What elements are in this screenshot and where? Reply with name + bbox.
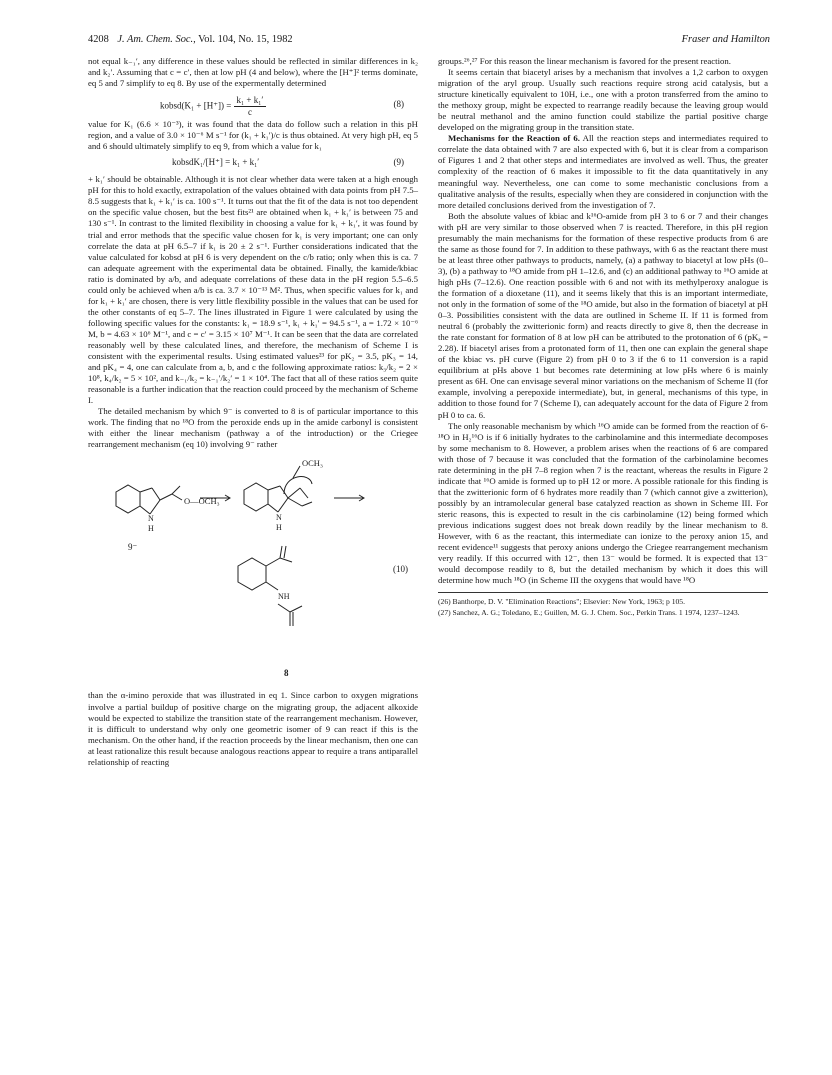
paragraph: groups.²⁶,²⁷ For this reason the linear mechanism is favored for the present reaction. — [438, 56, 731, 66]
benzene-ring-left — [116, 485, 140, 513]
paragraph: It seems certain that biacetyl arises by a mechanism that involves a 1,2 carbon to oxygen migration of the aryl group. Usually such reactions require strong acid catalysis, but a structure kinetically equivalent to 10H, i.e., one with a proton transferred from the amino to the methoxy group, might be expected to rearrange readily because the leaving group would be neutral methanol and the amino function could stabilize the partial positive charge developed on the migrating group in the transition state. — [438, 67, 768, 133]
equation-number: (10) — [393, 564, 408, 575]
journal-volume: Vol. 104, No. 15, 1982 — [198, 34, 293, 45]
compound-label-8: 8 — [284, 668, 289, 679]
equation-body — [160, 95, 266, 118]
scheme-text-n2: N — [276, 513, 282, 523]
equation-fraction — [234, 95, 267, 118]
section-heading: Mechanisms for the Reaction of 6. — [448, 133, 580, 144]
benzene-ring-product — [238, 558, 266, 590]
fraction-numerator: k₁ + k₁′ — [234, 95, 267, 107]
scheme-text-h1: H — [148, 524, 154, 534]
right-column — [438, 56, 768, 618]
equation-lhs: kobsd(K₁ + [H⁺]) = — [160, 100, 232, 111]
paragraph: Both the absolute values of kbiac and k¹⁶O-amide from pH 3 to 6 or 7 and their changes with pH are very similar to those observed when 7 is reacted. Therefore, in this pH region presumably the main mechanisms for the formation of these respective products from 6 are the same as those found for 7. In addition to these pathways, with 6 as the reactant there must be at least three other pathways to products, namely, (a) a pathway to biacetyl at low pHs (0–3), (b) a pathway to ¹⁸O amide from pH 1–12.6, and (c) an additional pathway to ¹⁶O amide at high pHs (7–12.6). One reaction possible with 6 and not with its methylperoxy analogue is the formation of a dioxetane (11), and it seems likely that this is an important intermediate, not only in the formation of some of the ¹⁸O amide, but also in the formation of biacetyl at pH 0–3. Possibilities consistent with the data are outlined in Scheme II. If 11 is formed from neutral 6 (probably the zwitterionic form) and reacts directly to give 8, then the decrease in the rate constant for formation of 8 at low pH can be attributed to the protonation of 6 (pKₐ = 2.28). If biacetyl arises from a protonated form of 11, then one can explain the general shape of the kbiac vs. pH curve (Figure 2) from pH 0 to 3 if the 6 to 11 conversion is a rapid equilibrium at pHs above 1 but becomes rate determining at low pHs where 6 is mainly present as 6H. One can envisage several minor variations on the mechanism of Scheme II (for example, involving a perepoxide intermediate), but, in general, mechanisms of this type, in addition to those found for 7 (Scheme I), can adequately account for the data of Figure 2 from pH 0 to ca. 6. — [438, 210, 768, 420]
left-column — [88, 56, 418, 768]
section-paragraph — [438, 133, 768, 210]
header-authors: Fraser and Hamilton — [681, 34, 770, 45]
scheme-text-h2: H — [276, 523, 282, 533]
page-number: 4208 — [88, 34, 109, 45]
reference-27: (27) Sanchez, A. G.; Toledano, E.; Guillen, M. G. J. Chem. Soc., Perkin Trans. 1 1974, 1237–1243. — [438, 607, 740, 617]
paragraph: than the α-imino peroxide that was illustrated in eq 1. Since carbon to oxygen migrations involve a partial buildup of positive charge on the migrating group, the adjacent alkoxide would be expected to stabilize the transition state of the rearrangement mechanism. However, it is difficult to understand why only one geometric isomer of 9 can react if this is the mechanism. On the other hand, if the reaction proceeds by the linear mechanism, then one can at least rationalize this result because analogous reactions appear to require a trans antiparallel relationship of reacting — [88, 690, 418, 767]
paragraph: value for K₁ (6.6 × 10⁻³), it was found that the data do follow such a relation in this pH region, and a value of 3.0 × 10⁻⁶ M s⁻¹ for (k₁ + k₁′)/c is thus obtained. At very high pH, eq 5 and 6 should ultimately simplify to eq 9, from which a value for k₁ — [88, 119, 418, 152]
scheme-text-och3-b: OCH₃ — [302, 458, 323, 469]
scheme-text-n1: N — [148, 514, 154, 524]
compound-label-9: 9⁻ — [128, 542, 138, 553]
journal-name: J. Am. Chem. Soc., — [117, 34, 196, 45]
section-text: All the reaction steps and intermediates required to correlate the data obtained with 7 are also expected with 6, but it is clear from a comparison of Figures 1 and 2 that other steps and intermediates are involved as well. Thus, the greater complexity of the reaction of 6 makes it impossible to fit the data quantitatively in any meaningful way. Nevertheless, one can come to some mechanistic conclusions from a qualitative analysis of the results, especially when they are considered in conjunction with the more detailed conclusions derived from the investigation of 7. — [438, 133, 768, 210]
scheme-text-nh: NH — [278, 592, 290, 602]
footnotes — [438, 592, 768, 617]
equation-number: (9) — [393, 157, 404, 168]
paragraph: + k₁′ should be obtainable. Although it is not clear whether data were taken at a high enough pH for this to hold exactly, extrapolation of the values obtained with data points from pH 7.5–8.5 suggests that k₁ + k₁′ is ca. 100 s⁻¹. It turns out that the fit of the data is not too dependent on the specific value chosen, but the best fits²¹ are obtained when k₁ + k₁′ is between 75 and 130 s⁻¹. In contrast to the limited flexibility in choosing a value for k₁ + k₁′, it was found by trial and error methods that the specific value chosen for k₁ is very important; one can only correlate the data at pH 6.5–7 if k₁ is 20 ± 2 s⁻¹. Further considerations indicated that the value calculated for kobsd at pH 6 is very dependent on the c/b ratio; only when this is ca. 7 can adequate agreement with the experimental data be obtained. Finally, the kamide/kbiac ratio is dominated by a/b, and adequate correlations of these data in the pH region 5.5–6.5 could only be achieved when a/b is ca. 3.7 × 10⁻¹³ M². Thus, when specific values for k₁ and for k₁ + k₁′ are chosen, there is very little flexibility possible in the values that can be used for the other constants of eq 5–7. The lines illustrated in Figure 1 were calculated by using the following specific values for the constants: k₁ = 18.9 s⁻¹, k₁ + k₁′ = 94.5 s⁻¹, a = 1.72 × 10⁻⁶ M, b = 4.63 × 10⁶ M⁻¹, and c = c′ = 3.15 × 10⁷ M⁻¹. It can be seen that the data are correlated reasonably well by these calculated lines, and therefore, the mechanism of Scheme I is consistent with the experimental results. Using estimated values²³ for pK₂ = 3.5, pK₃ = 14, and pK₄ = 4, one can calculate from a, b, and c the following approximate ratios: k₃/k₂ = 2 × 10⁸, k₄/k₂ = 5 × 10², and k₋₁/k₂ = k₋₁′/k₂′ = 1 × 10⁴. The fact that all of these ratios seem quite reasonable is a further indication that the reaction could proceed by the mechanism of Scheme I. — [88, 174, 418, 406]
scheme-text-och3-a: O—OCH₃ — [184, 496, 220, 507]
electron-arrow — [284, 477, 312, 494]
equation-number: (8) — [393, 99, 404, 110]
reference-26: (26) Banthorpe, D. V. "Elimination Reactions"; Elsevier: New York, 1963; p 105. — [438, 597, 685, 607]
equation-8 — [88, 91, 418, 117]
running-header — [88, 34, 770, 50]
paragraph: The detailed mechanism by which 9⁻ is converted to 8 is of particular importance to this work. The finding that no ¹⁸O from the peroxide ends up in the amide carbonyl is consistent with either the linear mechanism (pathway a of the introduction) or the Criegee rearrangement mechanism (eq 10) involving 9⁻ rather — [88, 406, 418, 450]
fraction-denominator: c — [247, 107, 252, 118]
reaction-scheme-graphic — [88, 454, 418, 686]
benzene-ring-middle — [244, 483, 268, 511]
header-left — [88, 34, 293, 45]
paragraph: not equal k₋₁′, any difference in these values should be reflected in similar differences in k₂ and k₂′. Assuming that c = c′, then at low pH (4 and below), where the [H⁺]² terms dominate, eq 5 and 7 simplify to eq 8. By use of the expermentally determined — [88, 56, 418, 89]
equation-9 — [88, 154, 418, 172]
paragraph: The only reasonable mechanism by which ¹⁶O amide can be formed from the reaction of 6-¹⁸O in H₂¹⁶O is if 6 initially hydrates to the carbinolamine and this intermediate decomposes by some mechanism to 8. However, a problem arises when the reactions of 6 are compared with those of 7 because it was concluded that the formation of the carbinolamine becomes rate determining in the pH 7–8 region when 7 is the reactant, whereas the results in Figure 2 indicate that ¹⁶O amide is formed up to pH 12 or more. A possible rationale for this finding is that the zwitterionic form of 6 hydrates more readily than 7 (which cannot give a zwitterion), possibly by an intramolecular general base catalyzed reaction as shown in Scheme III. For steric reasons, this is expected to result in the cis carbinolamine (12) being formed which previous indications suggest does not break down readily by the linear mechanism to 8. However, with 6 as the reactant, this intermediate can ionize to the peroxy anion 15, and recent evidence¹¹ suggests that peroxy anions undergo the Criegee rearrangement mechanism very readily. If this occurred with 12⁻, then 13⁻ would be formed. It is expected that 13⁻ would decompose readily to 8, but the detailed mechanism by which it does this will determine how much ¹⁸O (in Scheme III the oxygens that would have ¹⁸O — [438, 420, 768, 586]
scheme-equation-10 — [88, 454, 418, 686]
equation-body: kobsdK₁/[H⁺] = k₁ + k₁′ — [172, 157, 260, 168]
